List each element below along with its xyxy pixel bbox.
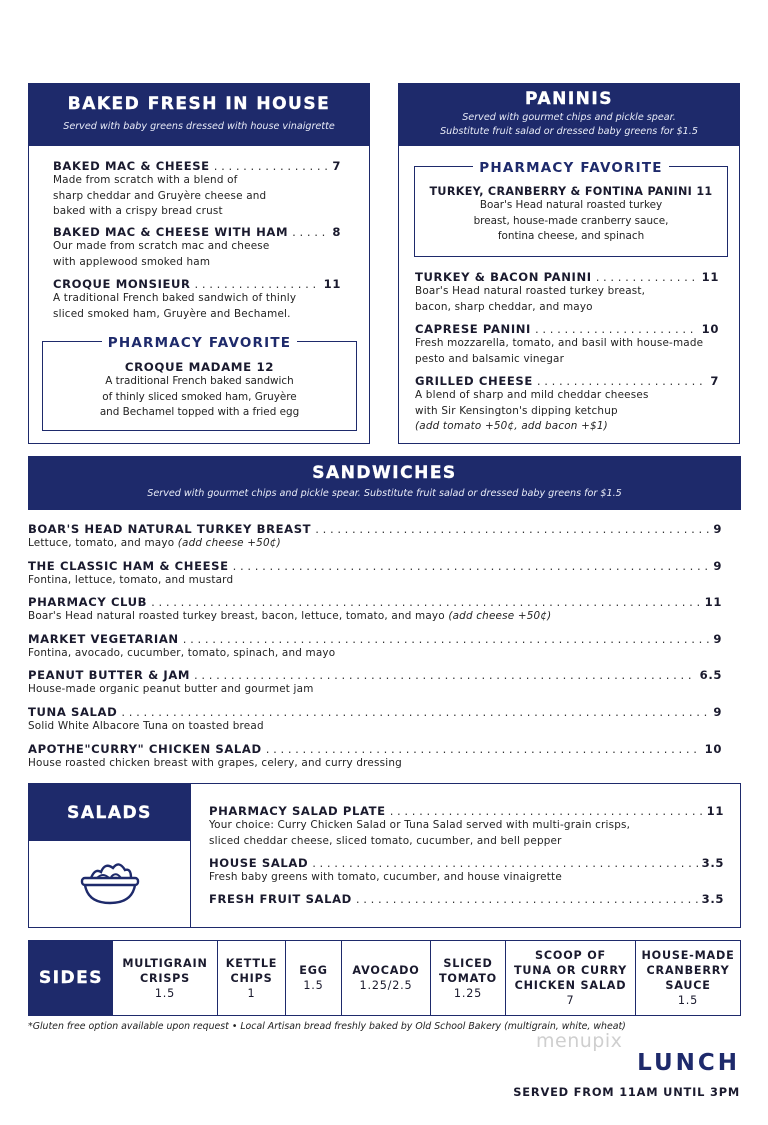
menu-item [28,668,722,705]
paninis-subtitle: Substitute fruit salad or dressed baby greens for $1.5 [440,126,698,137]
item-desc: sliced smoked ham, Gruyère and Bechamel. [53,307,291,320]
menu-item [53,277,341,322]
item-price: 3.5 [701,856,724,870]
sandwiches-subtitle: Served with gourmet chips and pickle spear. Substitute fruit salad or dressed baby greens for $1.5 [147,488,622,499]
item-price: 3.5 [701,892,724,906]
side-price: 1.5 [677,994,699,1007]
sandwiches-list [28,522,722,778]
item-desc: Fresh mozzarella, tomato, and basil with house-made [415,337,704,349]
side-label: TOMATO [438,971,497,985]
item-price: 9 [713,558,722,573]
paninis-subtitle: Served with gourmet chips and pickle spear. [462,112,676,123]
item-desc: House-made organic peanut butter and gourmet jam [28,683,314,696]
side-label: AVOCADO [352,964,420,977]
item-price: 11 [701,270,719,284]
favorite-desc: fontina cheese, and spinach [497,230,645,242]
menu-item [209,892,724,906]
favorite-desc: of thinly sliced smoked ham, Gruyère [102,390,297,403]
menu-item [209,856,724,886]
item-price: 9 [713,522,722,536]
side-label: CHICKEN SALAD [514,979,627,992]
side-label: HOUSE-MADE [641,949,735,962]
item-addon-note: (add tomato +50¢, add bacon +$1) [415,420,608,432]
item-name: APOTHE"CURRY" CHICKEN SALAD [28,741,262,756]
side-price: 1.25/2.5 [359,979,413,992]
favorite-desc: Boar's Head natural roasted turkey [479,199,663,211]
item-price: 10 [704,741,722,756]
item-name: CAPRESE PANINI [415,322,531,336]
item-desc [415,419,719,435]
side-label: CRANBERRY [646,964,730,977]
menu-item [53,159,341,220]
menu-item [53,225,341,270]
menu-item [28,595,722,632]
salads-title: SALADS [67,802,152,823]
footer-note: *Gluten free option available upon request • Local Artisan bread freshly baked by Old School Bakery (multigrain, white, wheat) [28,1021,626,1032]
favorite-title: PHARMACY FAVORITE [473,160,668,176]
side-item [635,941,740,1015]
side-item [113,941,217,1015]
item-desc: Boar's Head natural roasted turkey breast, [415,285,646,297]
salads-sidebar [29,784,191,927]
item-desc: sharp cheddar and Gruyère cheese and [53,189,267,202]
menu-item [415,374,719,435]
side-item [505,941,635,1015]
paninis-header [399,84,739,146]
paninis-title: PANINIS [525,89,613,109]
item-price: 11 [323,277,341,291]
side-price: 1.25 [453,986,483,1000]
item-name: PHARMACY SALAD PLATE [209,804,386,818]
baked-title: BAKED FRESH IN HOUSE [67,94,331,114]
side-label: SCOOP OF [535,949,606,962]
side-item [217,941,285,1015]
side-label: CRISPS [139,971,191,985]
favorite-desc: and Bechamel topped with a fried egg [99,406,300,418]
item-price: 8 [332,225,341,239]
favorite-desc: A traditional French baked sandwich [105,375,294,387]
item-addon-note: (add cheese +50¢) [448,610,552,623]
item-price: 7 [710,374,719,388]
menu-item [415,322,719,367]
item-desc: Lettuce, tomato, and mayo [28,537,178,549]
item-desc: pesto and balsamic vinegar [415,352,565,365]
item-name: TURKEY & BACON PANINI [415,270,592,284]
item-name: PHARMACY CLUB [28,595,148,610]
item-name: GRILLED CHEESE [415,374,533,388]
side-label: SAUCE [665,979,711,992]
baked-section [28,83,370,444]
side-price: 7 [566,994,575,1007]
item-desc: Fontina, avocado, cucumber, tomato, spinach, and mayo [28,646,336,659]
item-price: 7 [332,159,341,173]
item-desc: Solid White Albacore Tuna on toasted bread [28,719,264,732]
favorite-name: CROQUE MADAME 12 [124,360,275,374]
item-name: THE CLASSIC HAM & CHEESE [28,558,229,573]
side-label: MULTIGRAIN [122,956,208,970]
served-hours: SERVED FROM 11AM UNTIL 3PM [513,1085,740,1099]
sandwiches-title: SANDWICHES [312,463,457,483]
pharmacy-favorite-box [42,335,357,431]
item-price: 11 [706,804,724,818]
paninis-section [398,83,740,444]
item-name: BAKED MAC & CHEESE [53,159,210,173]
item-desc: Your choice: Curry Chicken Salad or Tuna Salad served with multi-grain crisps, [209,819,631,831]
baked-subtitle: Served with baby greens dressed with house vinaigrette [63,121,335,132]
item-name: BAKED MAC & CHEESE WITH HAM [53,225,289,239]
side-label: EGG [299,964,328,977]
item-desc: Made from scratch with a blend of [53,174,238,186]
menu-item [28,559,722,596]
item-addon-note: (add cheese +50¢) [177,537,281,549]
menu-item [28,705,722,742]
side-price: 1.5 [154,986,176,1000]
salads-section [28,783,741,928]
item-desc: A traditional French baked sandwich of thinly [53,292,297,304]
item-desc: sliced cheddar cheese, sliced tomato, cucumber, and bell pepper [209,834,562,847]
sandwiches-header [28,456,741,510]
favorite-name: TURKEY, CRANBERRY & FONTINA PANINI 11 [429,185,713,198]
side-price: 1 [247,986,256,1000]
pharmacy-favorite-box [414,160,728,257]
menu-item [415,270,719,315]
salad-bowl-icon [79,856,141,908]
item-desc: Fresh baby greens with tomato, cucumber, and house vinaigrette [209,871,562,883]
item-desc: baked with a crispy bread crust [53,205,223,217]
item-price: 9 [713,631,722,646]
sides-header [29,941,113,1015]
baked-header [29,84,369,146]
favorite-desc: breast, house-made cranberry sauce, [473,214,669,227]
side-item [341,941,430,1015]
menu-item [28,742,722,779]
item-desc: Fontina, lettuce, tomato, and mustard [28,573,234,586]
side-price: 1.5 [303,979,324,992]
side-label: TUNA OR CURRY [513,964,628,977]
side-label: CHIPS [230,971,273,985]
item-desc: Our made from scratch mac and cheese [53,240,270,252]
side-label: SLICED [443,956,493,970]
sides-title: SIDES [38,968,104,988]
item-name: MARKET VEGETARIAN [28,631,179,646]
item-name: PEANUT BUTTER & JAM [28,668,191,683]
item-desc: Boar's Head natural roasted turkey breast, bacon, lettuce, tomato, and mayo [28,610,449,623]
side-item [430,941,505,1015]
side-label: KETTLE [225,956,278,970]
menu-item [209,804,724,849]
side-item [285,941,341,1015]
item-price: 9 [713,704,722,719]
item-name: TUNA SALAD [28,704,118,719]
favorite-title: PHARMACY FAVORITE [102,335,297,351]
item-price: 11 [704,595,722,610]
menu-item [28,632,722,669]
sides-section [28,940,741,1016]
item-name: BOAR'S HEAD NATURAL TURKEY BREAST [28,522,312,536]
lunch-title: LUNCH [637,1050,740,1076]
item-desc: with applewood smoked ham [53,255,211,268]
item-name: CROQUE MONSIEUR [53,277,191,291]
watermark: menupix [536,1030,623,1052]
item-name: HOUSE SALAD [209,856,309,870]
item-name: FRESH FRUIT SALAD [209,892,352,906]
item-desc: House roasted chicken breast with grapes, celery, and curry dressing [28,756,402,769]
item-desc: A blend of sharp and mild cheddar cheeses [415,389,649,401]
salads-header [29,784,190,841]
item-desc: bacon, sharp cheddar, and mayo [415,300,593,313]
item-price: 10 [701,322,719,336]
menu-item [28,522,722,559]
item-desc: with Sir Kensington's dipping ketchup [415,404,618,417]
item-price: 6.5 [699,668,722,683]
